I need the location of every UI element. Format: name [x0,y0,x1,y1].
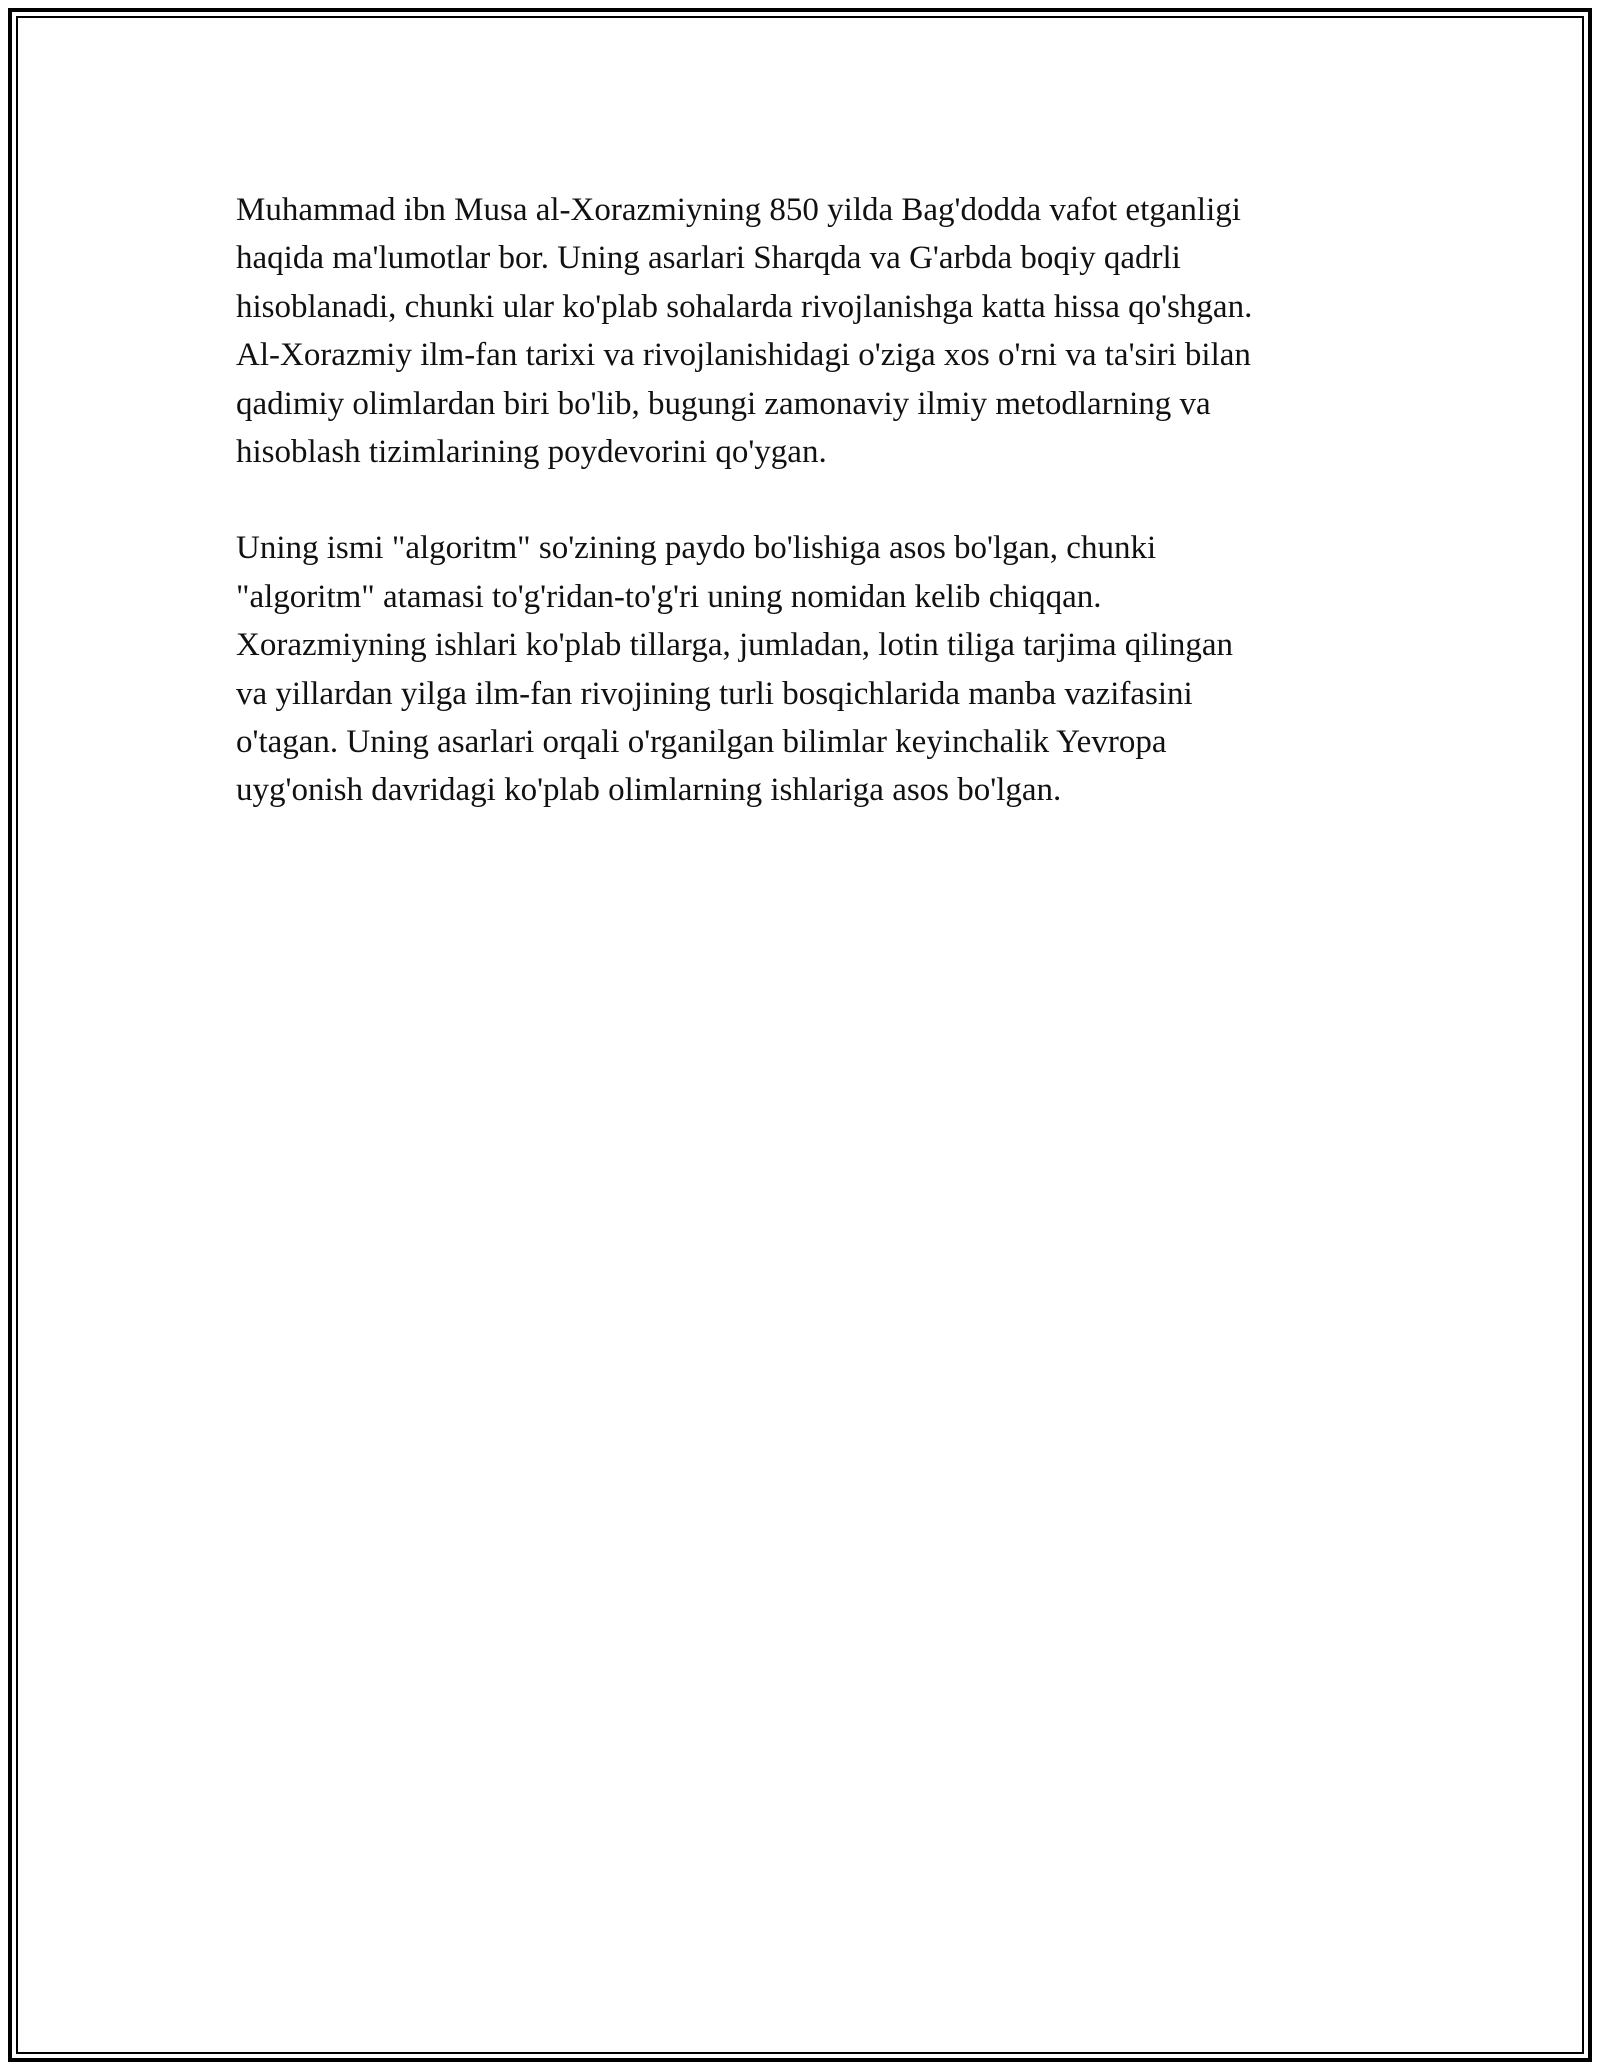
text-line: "algoritm" atamasi to'g'ridan-to'g'ri uning nomidan kelib chiqqan. [236,578,1102,615]
text-line: uyg'onish davridagi ko'plab olimlarning ishlariga asos bo'lgan. [236,772,1062,809]
text-line: Al-Xorazmiy ilm-fan tarixi va rivojlanishidagi o'ziga xos o'rni va ta'siri bilan [236,337,1251,374]
paragraph-1 [236,186,1396,476]
document-body [236,186,1396,863]
text-line: Muhammad ibn Musa al-Xorazmiyning 850 yilda Bag'dodda vafot etganligi [236,192,1241,228]
text-line: qadimiy olimlardan biri bo'lib, bugungi zamonaviy ilmiy metodlarning va [236,385,1211,422]
text-line: Uning ismi "algoritm" so'zining paydo bo'lishiga asos bo'lgan, chunki [236,530,1157,567]
text-line: va yillardan yilga ilm-fan rivojining turli bosqichlarida manba vazifasini [236,675,1193,712]
text-line: o'tagan. Uning asarlari orqali o'rganilgan bilimlar keyinchalik Yevropa [236,724,1167,761]
text-line: haqida ma'lumotlar bor. Uning asarlari Sharqda va G'arbda boqiy qadrli [236,240,1181,277]
paragraph-2 [236,524,1396,814]
text-line: hisoblanadi, chunki ular ko'plab sohalarda rivojlanishga katta hissa qo'shgan. [236,288,1253,325]
text-line: Xorazmiyning ishlari ko'plab tillarga, jumladan, lotin tiliga tarjima qilingan [236,627,1233,664]
text-line: hisoblash tizimlarining poydevorini qo'ygan. [236,434,827,471]
